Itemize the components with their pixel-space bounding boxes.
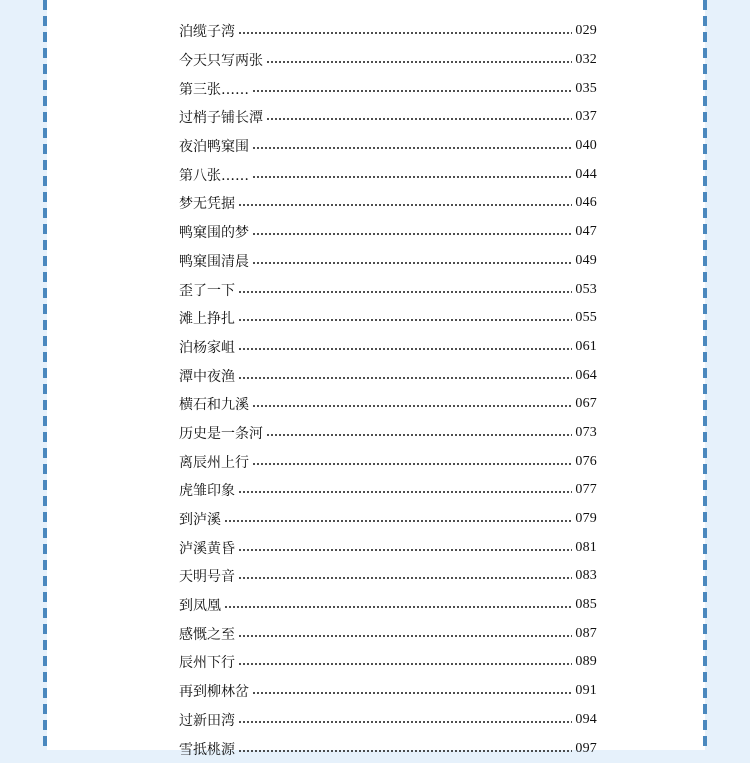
toc-entry-page-number: 055 — [575, 310, 597, 326]
toc-entry-page-number: 077 — [575, 482, 597, 498]
toc-entry[interactable] — [179, 390, 597, 419]
toc-entry[interactable] — [179, 189, 597, 218]
toc-entry-page-number: 032 — [575, 52, 597, 68]
toc-entry-title: 鸭窠围的梦 — [179, 225, 249, 242]
toc-dot-leader — [238, 577, 572, 579]
right-dashed-border — [703, 0, 707, 750]
toc-entry-page-number: 047 — [575, 224, 597, 240]
toc-dot-leader — [252, 90, 572, 92]
toc-dot-leader — [238, 319, 572, 321]
toc-entry-title: 歪了一下 — [179, 282, 235, 299]
toc-entry[interactable] — [179, 619, 597, 648]
toc-entry-page-number: 081 — [575, 539, 597, 555]
toc-entry[interactable] — [179, 160, 597, 189]
toc-dot-leader — [252, 692, 572, 694]
toc-entry-page-number: 040 — [575, 138, 597, 154]
toc-entry-title: 夜泊鸭窠围 — [179, 139, 249, 156]
toc-dot-leader — [252, 176, 572, 178]
toc-dot-leader — [252, 262, 572, 264]
toc-entry[interactable] — [179, 419, 597, 448]
toc-entry[interactable] — [179, 304, 597, 333]
toc-entry-title: 横石和九溪 — [179, 397, 249, 414]
toc-entry[interactable] — [179, 132, 597, 161]
toc-entry-page-number: 094 — [575, 711, 597, 727]
toc-entry-page-number: 044 — [575, 166, 597, 182]
toc-entry-title: 到泸溪 — [179, 512, 221, 529]
toc-entry-page-number: 029 — [575, 23, 597, 39]
toc-entry-page-number: 076 — [575, 453, 597, 469]
toc-dot-leader — [238, 663, 572, 665]
toc-entry-page-number: 049 — [575, 252, 597, 268]
toc-entry[interactable] — [179, 333, 597, 362]
toc-entry[interactable] — [179, 476, 597, 505]
toc-dot-leader — [252, 405, 572, 407]
toc-dot-leader — [266, 61, 572, 63]
toc-dot-leader — [266, 434, 572, 436]
toc-entry[interactable] — [179, 275, 597, 304]
toc-entry[interactable] — [179, 247, 597, 276]
toc-entry-title: 到凤凰 — [179, 598, 221, 615]
toc-dot-leader — [238, 204, 572, 206]
toc-entry-page-number: 091 — [575, 683, 597, 699]
toc-entry[interactable] — [179, 706, 597, 735]
toc-entry-page-number: 061 — [575, 338, 597, 354]
toc-entry-page-number: 079 — [575, 511, 597, 527]
toc-entry-title: 天明号音 — [179, 569, 235, 586]
toc-entry-page-number: 046 — [575, 195, 597, 211]
toc-entry-title: 虎雏印象 — [179, 483, 235, 500]
toc-entry-page-number: 067 — [575, 396, 597, 412]
toc-entry[interactable] — [179, 562, 597, 591]
toc-dot-leader — [252, 463, 572, 465]
toc-dot-leader — [238, 291, 572, 293]
toc-dot-leader — [238, 491, 572, 493]
toc-entry[interactable] — [179, 447, 597, 476]
toc-dot-leader — [238, 549, 572, 551]
toc-entry-page-number: 073 — [575, 424, 597, 440]
toc-entry-title: 过新田湾 — [179, 712, 235, 729]
toc-entry-title: 泊杨家岨 — [179, 339, 235, 356]
toc-dot-leader — [266, 118, 572, 120]
toc-entry[interactable] — [179, 46, 597, 75]
toc-entry[interactable] — [179, 218, 597, 247]
toc-entry[interactable] — [179, 361, 597, 390]
toc-dot-leader — [238, 721, 572, 723]
toc-dot-leader — [238, 377, 572, 379]
toc-entry[interactable] — [179, 17, 597, 46]
toc-entry-title: 潭中夜渔 — [179, 368, 235, 385]
toc-entry-title: 过梢子铺长潭 — [179, 110, 263, 127]
table-of-contents — [179, 17, 597, 763]
toc-entry[interactable] — [179, 734, 597, 763]
toc-entry-page-number: 085 — [575, 597, 597, 613]
toc-dot-leader — [252, 233, 572, 235]
toc-entry-title: 雪抵桃源 — [179, 741, 235, 758]
toc-entry[interactable] — [179, 591, 597, 620]
toc-entry-page-number: 087 — [575, 625, 597, 641]
toc-dot-leader — [238, 635, 572, 637]
toc-entry[interactable] — [179, 648, 597, 677]
toc-entry-page-number: 053 — [575, 281, 597, 297]
toc-entry-title: 今天只写两张 — [179, 53, 263, 70]
toc-entry[interactable] — [179, 103, 597, 132]
toc-entry[interactable] — [179, 677, 597, 706]
toc-entry-page-number: 097 — [575, 740, 597, 756]
toc-entry-page-number: 064 — [575, 367, 597, 383]
toc-entry[interactable] — [179, 505, 597, 534]
toc-dot-leader — [238, 32, 572, 34]
toc-entry-title: 滩上挣扎 — [179, 311, 235, 328]
toc-entry-title: 鸭窠围清晨 — [179, 253, 249, 270]
toc-entry-title: 泸溪黄昏 — [179, 540, 235, 557]
toc-entry[interactable] — [179, 74, 597, 103]
toc-dot-leader — [224, 520, 572, 522]
left-dashed-border — [43, 0, 47, 750]
toc-dot-leader — [224, 606, 572, 608]
toc-entry-page-number: 035 — [575, 80, 597, 96]
toc-entry-title: 再到柳林岔 — [179, 684, 249, 701]
toc-entry-title: 第八张…… — [179, 167, 249, 184]
toc-entry-title: 离辰州上行 — [179, 454, 249, 471]
toc-entry-title: 泊缆子湾 — [179, 24, 235, 41]
toc-entry-title: 历史是一条河 — [179, 425, 263, 442]
toc-entry-title: 梦无凭据 — [179, 196, 235, 213]
toc-entry[interactable] — [179, 533, 597, 562]
toc-entry-title: 第三张…… — [179, 81, 249, 98]
toc-dot-leader — [238, 348, 572, 350]
toc-entry-page-number: 083 — [575, 568, 597, 584]
toc-entry-page-number: 037 — [575, 109, 597, 125]
toc-entry-page-number: 089 — [575, 654, 597, 670]
toc-entry-title: 感慨之至 — [179, 626, 235, 643]
toc-entry-title: 辰州下行 — [179, 655, 235, 672]
toc-dot-leader — [252, 147, 572, 149]
